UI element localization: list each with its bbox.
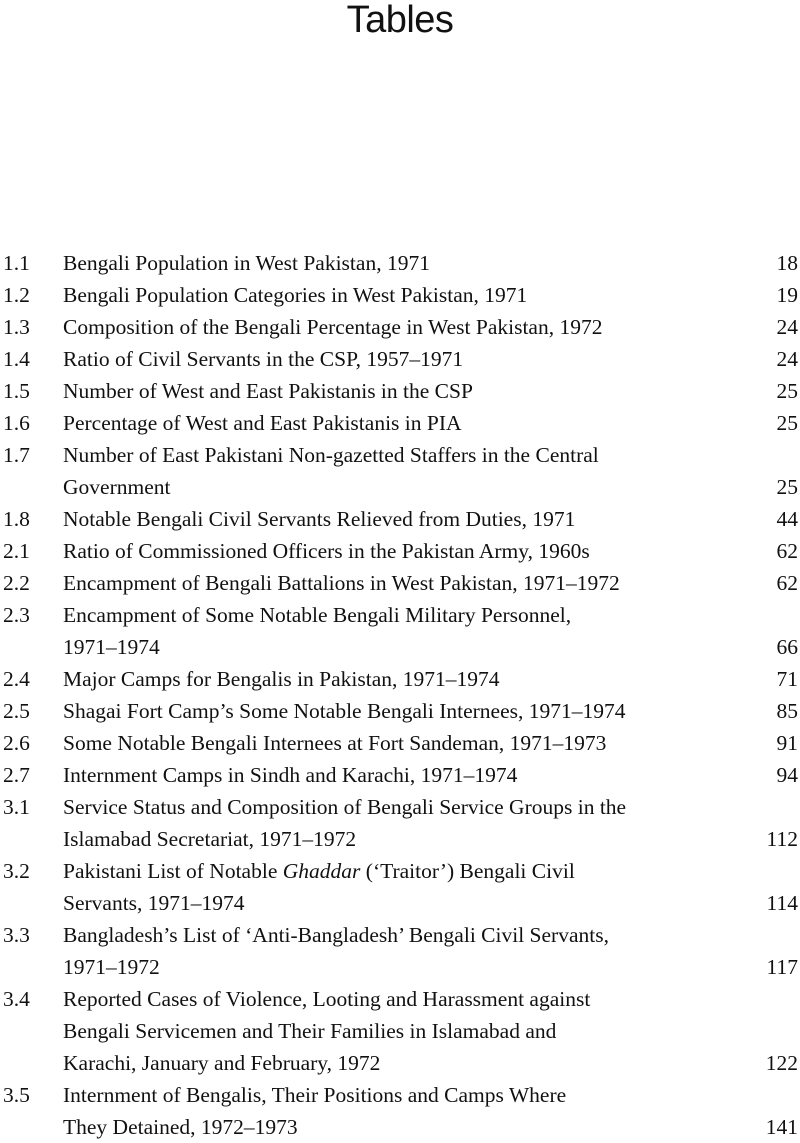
table-number: 3.5 bbox=[3, 1083, 30, 1107]
table-entry[interactable] bbox=[0, 695, 800, 727]
table-title: Bengali Population in West Pakistan, 1971 bbox=[63, 251, 430, 275]
table-number: 1.8 bbox=[3, 507, 30, 531]
table-number: 1.4 bbox=[3, 347, 30, 371]
page-number: 85 bbox=[776, 699, 798, 723]
page-number: 19 bbox=[776, 283, 798, 307]
entry-line bbox=[0, 343, 800, 375]
table-entry[interactable] bbox=[0, 759, 800, 791]
table-number: 2.3 bbox=[3, 603, 30, 627]
title-segment: (‘Traitor’) Bengali Civil bbox=[360, 859, 575, 883]
page-number: 62 bbox=[776, 539, 798, 563]
page-number: 24 bbox=[776, 347, 798, 371]
table-title: Bangladesh’s List of ‘Anti-Bangladesh’ Bengali Civil Servants, bbox=[63, 923, 609, 947]
table-entry[interactable] bbox=[0, 663, 800, 695]
page-number: 91 bbox=[776, 731, 798, 755]
table-title bbox=[63, 855, 575, 887]
entry-line bbox=[0, 855, 800, 887]
title-segment: Pakistani List of Notable bbox=[63, 859, 283, 883]
table-entry[interactable] bbox=[0, 535, 800, 567]
table-title: Servants, 1971–1974 bbox=[63, 891, 245, 915]
entry-line bbox=[0, 951, 800, 983]
entry-line bbox=[0, 887, 800, 919]
table-entry[interactable] bbox=[0, 311, 800, 343]
table-entry[interactable] bbox=[0, 567, 800, 599]
page-number: 25 bbox=[776, 475, 798, 499]
table-number: 3.2 bbox=[3, 859, 30, 883]
table-number: 2.2 bbox=[3, 571, 30, 595]
table-number: 2.4 bbox=[3, 667, 30, 691]
table-title: Bengali Population Categories in West Pakistan, 1971 bbox=[63, 283, 528, 307]
table-title: Some Notable Bengali Internees at Fort Sandeman, 1971–1973 bbox=[63, 731, 607, 755]
page-number: 114 bbox=[766, 891, 798, 915]
entry-line bbox=[0, 1079, 800, 1111]
table-title: Shagai Fort Camp’s Some Notable Bengali Internees, 1971–1974 bbox=[63, 699, 626, 723]
page-number: 94 bbox=[776, 763, 798, 787]
entry-line bbox=[0, 1111, 800, 1143]
entry-line bbox=[0, 311, 800, 343]
table-title: Bengali Servicemen and Their Families in Islamabad and bbox=[63, 1019, 557, 1043]
italic-term: Ghaddar bbox=[282, 859, 361, 883]
table-entry[interactable] bbox=[0, 1079, 800, 1143]
entry-line bbox=[0, 407, 800, 439]
table-entry[interactable] bbox=[0, 855, 800, 919]
entry-line bbox=[0, 1047, 800, 1079]
page-number: 18 bbox=[776, 251, 798, 275]
entry-line bbox=[0, 247, 800, 279]
page-number: 122 bbox=[765, 1051, 798, 1075]
table-entry[interactable] bbox=[0, 599, 800, 663]
page-number: 66 bbox=[776, 635, 798, 659]
entry-line bbox=[0, 759, 800, 791]
table-title: Ratio of Commissioned Officers in the Pakistan Army, 1960s bbox=[63, 539, 590, 563]
table-number: 1.7 bbox=[3, 443, 30, 467]
entry-line bbox=[0, 567, 800, 599]
table-number: 1.6 bbox=[3, 411, 30, 435]
table-title: Reported Cases of Violence, Looting and Harassment against bbox=[63, 987, 591, 1011]
table-title: Composition of the Bengali Percentage in West Pakistan, 1972 bbox=[63, 315, 603, 339]
table-title: Percentage of West and East Pakistanis in PIA bbox=[63, 411, 462, 435]
table-title: Encampment of Some Notable Bengali Military Personnel, bbox=[63, 603, 572, 627]
entry-line bbox=[0, 599, 800, 631]
entry-line bbox=[0, 983, 800, 1015]
table-title: Islamabad Secretariat, 1971–1972 bbox=[63, 827, 357, 851]
page-title: Tables bbox=[346, 0, 454, 41]
entry-line bbox=[0, 439, 800, 471]
page-number: 112 bbox=[766, 827, 798, 851]
table-title: Service Status and Composition of Bengali Service Groups in the bbox=[63, 795, 627, 819]
page-number: 25 bbox=[776, 411, 798, 435]
table-title: Encampment of Bengali Battalions in West Pakistan, 1971–1972 bbox=[63, 571, 620, 595]
table-entry[interactable] bbox=[0, 727, 800, 759]
table-entry[interactable] bbox=[0, 343, 800, 375]
entry-line bbox=[0, 695, 800, 727]
table-title: Internment of Bengalis, Their Positions and Camps Where bbox=[63, 1083, 567, 1107]
page-number: 44 bbox=[776, 507, 798, 531]
table-title: Internment Camps in Sindh and Karachi, 1971–1974 bbox=[63, 763, 518, 787]
page-number: 71 bbox=[776, 667, 798, 691]
table-entry[interactable] bbox=[0, 279, 800, 311]
table-number: 1.2 bbox=[3, 283, 30, 307]
tables-list bbox=[0, 247, 800, 1143]
table-entry[interactable] bbox=[0, 983, 800, 1079]
entry-line bbox=[0, 823, 800, 855]
table-title: Number of West and East Pakistanis in the CSP bbox=[63, 379, 473, 403]
entry-line bbox=[0, 375, 800, 407]
table-title: 1971–1972 bbox=[63, 955, 160, 979]
page-number: 24 bbox=[776, 315, 798, 339]
table-title: Ratio of Civil Servants in the CSP, 1957–1971 bbox=[63, 347, 464, 371]
table-title: Karachi, January and February, 1972 bbox=[63, 1051, 381, 1075]
table-number: 1.1 bbox=[3, 251, 30, 275]
page-number: 141 bbox=[765, 1115, 798, 1139]
table-number: 2.5 bbox=[3, 699, 30, 723]
entry-line bbox=[0, 535, 800, 567]
page-number: 25 bbox=[776, 379, 798, 403]
entry-line bbox=[0, 791, 800, 823]
entry-line bbox=[0, 279, 800, 311]
table-title: Major Camps for Bengalis in Pakistan, 1971–1974 bbox=[63, 667, 500, 691]
entry-line bbox=[0, 503, 800, 535]
entry-line bbox=[0, 471, 800, 503]
entry-line bbox=[0, 727, 800, 759]
table-title: 1971–1974 bbox=[63, 635, 160, 659]
entry-line bbox=[0, 631, 800, 663]
table-title: Government bbox=[63, 475, 171, 499]
entry-line bbox=[0, 1015, 800, 1047]
table-title: They Detained, 1972–1973 bbox=[63, 1115, 298, 1139]
entry-line bbox=[0, 663, 800, 695]
entry-line bbox=[0, 919, 800, 951]
table-title: Notable Bengali Civil Servants Relieved from Duties, 1971 bbox=[63, 507, 576, 531]
table-entry[interactable] bbox=[0, 375, 800, 407]
table-number: 2.1 bbox=[3, 539, 30, 563]
table-title: Number of East Pakistani Non-gazetted Staffers in the Central bbox=[63, 443, 599, 467]
table-number: 3.4 bbox=[3, 987, 30, 1011]
table-entry[interactable] bbox=[0, 247, 800, 279]
page-number: 117 bbox=[766, 955, 798, 979]
table-number: 2.6 bbox=[3, 731, 30, 755]
table-number: 3.1 bbox=[3, 795, 30, 819]
table-entry[interactable] bbox=[0, 503, 800, 535]
table-entry[interactable] bbox=[0, 919, 800, 983]
page-number: 62 bbox=[776, 571, 798, 595]
table-entry[interactable] bbox=[0, 407, 800, 439]
table-number: 1.5 bbox=[3, 379, 30, 403]
table-entry[interactable] bbox=[0, 791, 800, 855]
table-number: 2.7 bbox=[3, 763, 30, 787]
table-entry[interactable] bbox=[0, 439, 800, 503]
table-number: 3.3 bbox=[3, 923, 30, 947]
table-number: 1.3 bbox=[3, 315, 30, 339]
